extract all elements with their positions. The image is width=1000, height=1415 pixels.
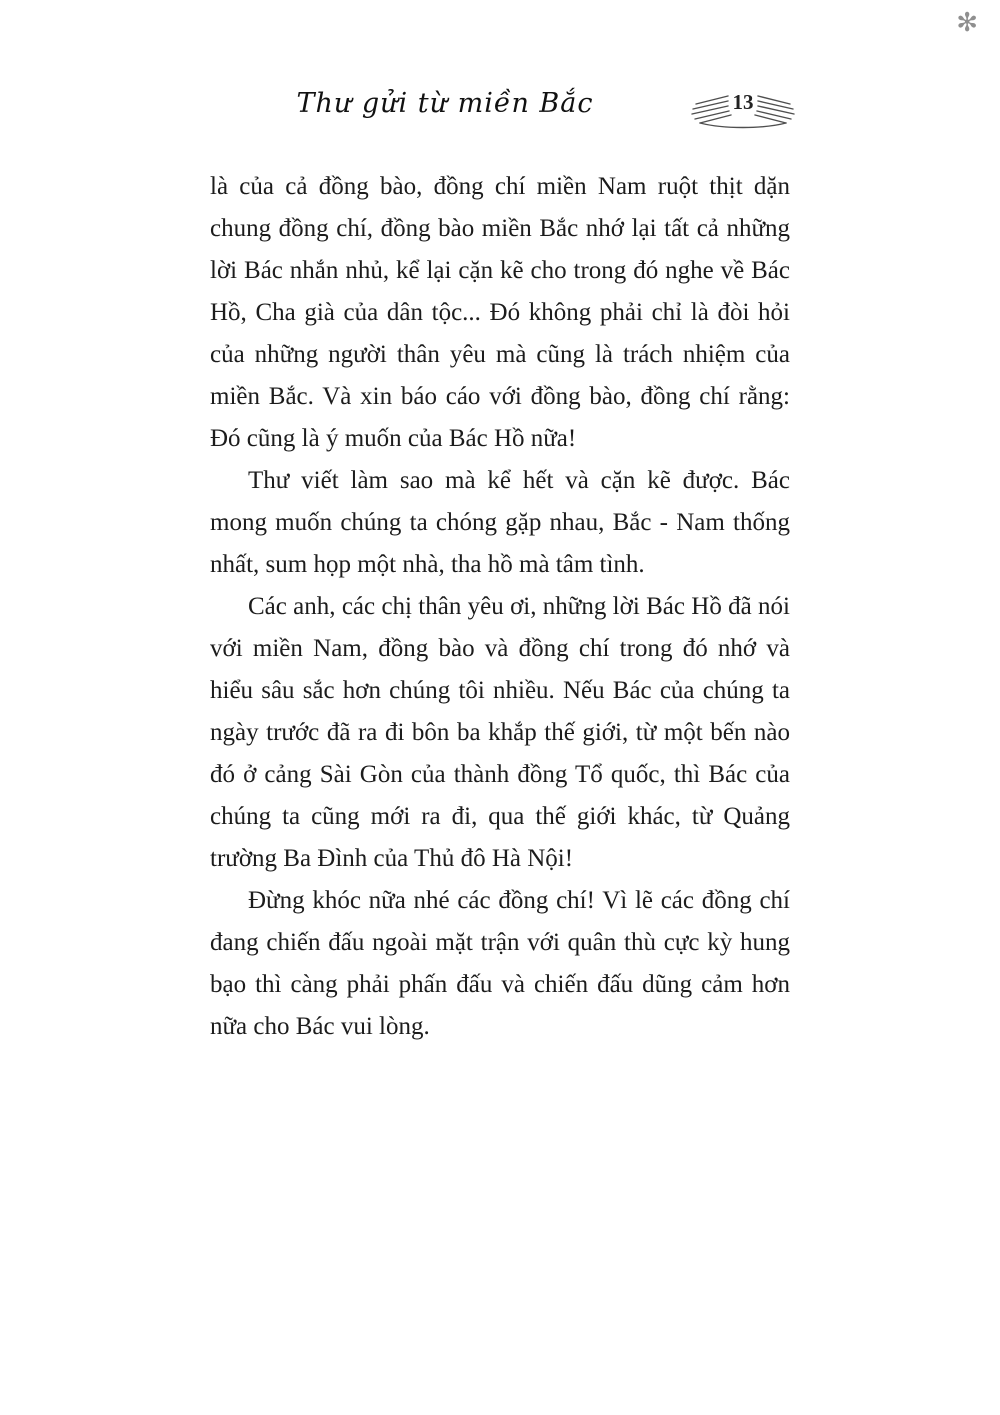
- page-body: [210, 166, 790, 1048]
- page-number: 13: [732, 90, 754, 114]
- paragraph: Thư viết làm sao mà kể hết và cặn kẽ được. Bác mong muốn chúng ta chóng gặp nhau, Bắc - Nam thống nhất, sum họp một nhà, tha hồ mà tâm tình.: [210, 467, 790, 578]
- paragraph: Đừng khóc nữa nhé các đồng chí! Vì lẽ các đồng chí đang chiến đấu ngoài mặt trận với quân thù cực kỳ hung bạo thì càng phải phấn đấu và chiến đấu dũng cảm hơn nữa cho Bác vui lòng.: [210, 887, 790, 1040]
- paragraph: là của cả đồng bào, đồng chí miền Nam ruột thịt dặn chung đồng chí, đồng bào miền Bắc nhớ lại tất cả những lời Bác nhắn nhủ, kể lại cặn kẽ cho trong đó nghe về Bác Hồ, Cha già của dân tộc... Đó không phải chỉ là đòi hỏi của những người thân yêu mà cũng là trách nhiệm của miền Bắc. Và xin báo cáo với đồng bào, đồng chí rằng: Đó cũng là ý muốn của Bác Hồ nữa!: [210, 173, 790, 452]
- paragraph: Các anh, các chị thân yêu ơi, những lời Bác Hồ đã nói với miền Nam, đồng bào và đồng chí trong đó nhớ và hiểu sâu sắc hơn chúng tôi nhiều. Nếu Bác của chúng ta ngày trước đã ra đi bôn ba khắp thế giới, từ một bến nào đó ở cảng Sài Gòn của thành đồng Tổ quốc, thì Bác của chúng ta cũng mới ra đi, qua thế giới khác, từ Quảng trường Ba Đình của Thủ đô Hà Nội!: [210, 593, 790, 872]
- running-title: Thư gửi từ miền Bắc: [296, 88, 594, 119]
- page-header: [190, 84, 810, 136]
- florette-icon: ✻: [956, 8, 978, 38]
- page-number-ornament: [688, 84, 798, 132]
